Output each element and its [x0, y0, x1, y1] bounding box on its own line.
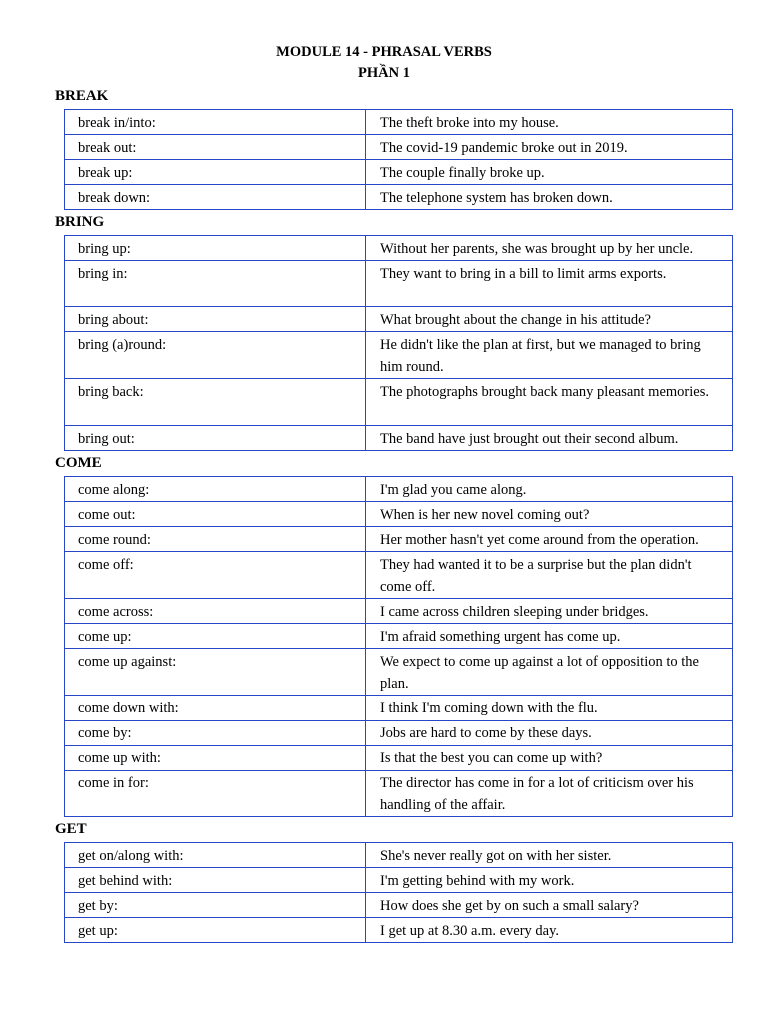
table-row [65, 185, 733, 210]
table-row [65, 552, 733, 599]
table-row [65, 695, 733, 720]
example-sentence: I'm glad you came along. [366, 477, 733, 502]
table-row [65, 502, 733, 527]
example-sentence: I came across children sleeping under bridges. [366, 599, 733, 624]
example-sentence: Without her parents, she was brought up by her uncle. [366, 236, 733, 261]
phrasal-verb-table-break [64, 109, 733, 210]
example-sentence: The couple finally broke up. [366, 160, 733, 185]
example-sentence: She's never really got on with her sister. [366, 843, 733, 868]
example-sentence: The telephone system has broken down. [366, 185, 733, 210]
phrasal-verb: come across: [65, 599, 366, 624]
table-row [65, 135, 733, 160]
phrasal-verb: get by: [65, 893, 366, 918]
phrasal-verb: bring about: [65, 307, 366, 332]
table-row [65, 477, 733, 502]
table-row [65, 426, 733, 451]
example-sentence: I think I'm coming down with the flu. [366, 695, 733, 720]
phrasal-verb: get up: [65, 918, 366, 943]
example-sentence: The covid-19 pandemic broke out in 2019. [366, 135, 733, 160]
example-sentence: The director has come in for a lot of criticism over his handling of the affair. [366, 770, 733, 817]
phrasal-verb: come round: [65, 527, 366, 552]
phrasal-verb: come up against: [65, 649, 366, 696]
example-sentence: I get up at 8.30 a.m. every day. [366, 918, 733, 943]
phrasal-verb: bring up: [65, 236, 366, 261]
phrasal-verb: come in for: [65, 770, 366, 817]
phrasal-verb: come down with: [65, 695, 366, 720]
phrasal-verb: break up: [65, 160, 366, 185]
example-sentence: I'm afraid something urgent has come up. [366, 624, 733, 649]
phrasal-verb: come up: [65, 624, 366, 649]
phrasal-verb: bring out: [65, 426, 366, 451]
phrasal-verb: break out: [65, 135, 366, 160]
example-sentence: The theft broke into my house. [366, 110, 733, 135]
table-row [65, 770, 733, 817]
phrasal-verb: break in/into: [65, 110, 366, 135]
example-sentence: They want to bring in a bill to limit arms exports. [366, 261, 733, 307]
table-row [65, 868, 733, 893]
table-row [65, 918, 733, 943]
example-sentence: When is her new novel coming out? [366, 502, 733, 527]
phrasal-verb-table-get [64, 842, 733, 943]
table-row [65, 379, 733, 426]
example-sentence: How does she get by on such a small salary? [366, 893, 733, 918]
phrasal-verb: get behind with: [65, 868, 366, 893]
table-row [65, 110, 733, 135]
table-row [65, 599, 733, 624]
table-row [65, 745, 733, 770]
example-sentence: Her mother hasn't yet come around from the operation. [366, 527, 733, 552]
example-sentence: The band have just brought out their second album. [366, 426, 733, 451]
phrasal-verb: bring in: [65, 261, 366, 307]
table-row [65, 843, 733, 868]
table-row [65, 720, 733, 745]
phrasal-verb: come along: [65, 477, 366, 502]
example-sentence: They had wanted it to be a surprise but the plan didn't come off. [366, 552, 733, 599]
table-row [65, 160, 733, 185]
example-sentence: I'm getting behind with my work. [366, 868, 733, 893]
phrasal-verb-table-come [64, 476, 733, 817]
example-sentence: Is that the best you can come up with? [366, 745, 733, 770]
page-subtitle: PHẦN 1 [358, 65, 410, 81]
example-sentence: He didn't like the plan at first, but we managed to bring him round. [366, 332, 733, 379]
table-row [65, 261, 733, 307]
example-sentence: We expect to come up against a lot of opposition to the plan. [366, 649, 733, 696]
table-row [65, 527, 733, 552]
phrasal-verb: bring back: [65, 379, 366, 426]
phrasal-verb: come by: [65, 720, 366, 745]
page-title: MODULE 14 - PHRASAL VERBS [276, 44, 492, 60]
phrasal-verb: come out: [65, 502, 366, 527]
table-row [65, 624, 733, 649]
section-heading-come: COME [55, 455, 102, 471]
example-sentence: The photographs brought back many pleasant memories. [366, 379, 733, 426]
example-sentence: What brought about the change in his attitude? [366, 307, 733, 332]
phrasal-verb: get on/along with: [65, 843, 366, 868]
table-row [65, 893, 733, 918]
phrasal-verb: break down: [65, 185, 366, 210]
table-row [65, 649, 733, 696]
phrasal-verb: come up with: [65, 745, 366, 770]
section-heading-get: GET [55, 821, 87, 837]
section-heading-bring: BRING [55, 214, 105, 230]
phrasal-verb-table-bring [64, 235, 733, 451]
table-row [65, 307, 733, 332]
phrasal-verb: come off: [65, 552, 366, 599]
table-row [65, 236, 733, 261]
phrasal-verb: bring (a)round: [65, 332, 366, 379]
table-row [65, 332, 733, 379]
example-sentence: Jobs are hard to come by these days. [366, 720, 733, 745]
section-heading-break: BREAK [55, 88, 109, 104]
